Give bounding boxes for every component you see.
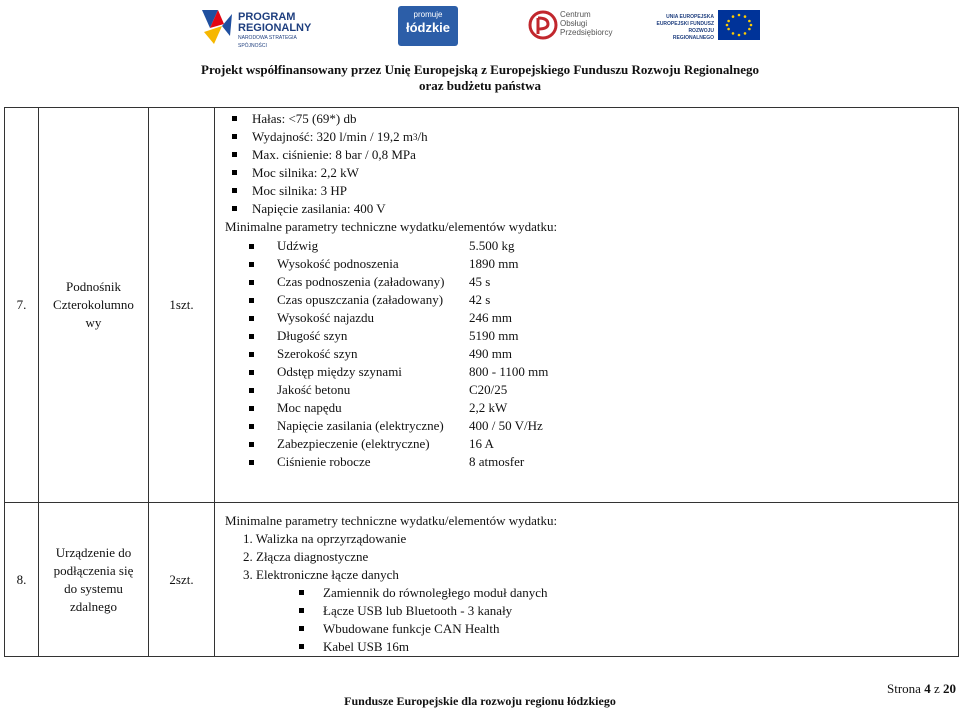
list-item: Zamiennik do równoległego moduł danych: [323, 584, 958, 602]
ue-logo: [648, 6, 760, 46]
item-description: [215, 503, 959, 657]
project-header: [0, 62, 960, 94]
program-regionalny-logo: [200, 6, 320, 49]
item-name-line: do systemu: [64, 580, 123, 596]
list-item: Łącze USB lub Bluetooth - 3 kanały: [323, 602, 958, 620]
row-number: 8.: [5, 503, 39, 657]
row-number: 7.: [5, 108, 39, 503]
bullet-icon: [249, 352, 254, 357]
bullet-icon: [249, 334, 254, 339]
item-name-line: zdalnego: [70, 598, 117, 614]
bullet-icon: [249, 424, 254, 429]
table-row: [5, 108, 959, 503]
bullet-icon: [249, 316, 254, 321]
lodzkie-line1: promuje: [413, 10, 443, 19]
ue-line3: ROZWOJU REGIONALNEGO: [672, 28, 714, 41]
sub-feature-list: [323, 584, 958, 656]
item-name-line: wy: [85, 315, 102, 330]
bullet-icon: [232, 188, 237, 193]
program-line2: REGIONALNY: [238, 22, 312, 34]
param-item: Wysokość podnoszenia 1890 mm: [277, 255, 958, 273]
param-item: Zabezpieczenie (elektryczne) 16 A: [277, 435, 958, 453]
ue-line2: EUROPEJSKI FUNDUSZ: [656, 21, 714, 27]
logo-bar: [0, 0, 960, 58]
bullet-icon: [299, 626, 304, 631]
param-item: Odstęp między szynami 800 - 1100 mm: [277, 363, 958, 381]
bullet-icon: [249, 298, 254, 303]
list-item: Wbudowane funkcje CAN Health: [323, 620, 958, 638]
list-item: Wydajność: 320 l/min / 19,2 $m^3/h$: [252, 128, 958, 146]
bullet-icon: [232, 116, 237, 121]
section-title: Minimalne parametry techniczne wydatku/elementów wydatku:: [225, 219, 558, 234]
numbered-item: 3. Elektroniczne łącze danych: [243, 567, 399, 582]
param-item: Czas opuszczania (załadowany) 42 s: [277, 291, 958, 309]
ue-line1: UNIA EUROPEJSKA: [666, 14, 714, 20]
centrum-line3: Przedsiębiorcy: [560, 28, 613, 37]
item-name-line: Czterokolumno: [53, 297, 134, 312]
feature-list: [252, 110, 958, 218]
param-list: [277, 237, 958, 471]
param-item: Udźwig 5.500 kg: [277, 237, 958, 255]
list-item: Hałas: <75 (69*) db: [252, 110, 958, 128]
program-line1: PROGRAM: [238, 11, 296, 23]
section-title: Minimalne parametry techniczne wydatku/elementów wydatku:: [225, 513, 558, 528]
param-item: Jakość betonu C20/25: [277, 381, 958, 399]
spec-table: [4, 107, 959, 657]
numbered-item: 1. Walizka na oprzyrządowanie: [243, 531, 407, 546]
bullet-icon: [299, 608, 304, 613]
lodzkie-logo: [398, 6, 460, 46]
item-name: [39, 108, 149, 503]
program-regionalny-emblem-icon: [200, 6, 234, 46]
table-row: [5, 503, 959, 657]
param-item: Ciśnienie robocze 8 atmosfer: [277, 453, 958, 471]
bullet-icon: [232, 206, 237, 211]
param-item: Czas podnoszenia (załadowany) 45 s: [277, 273, 958, 291]
bullet-icon: [232, 152, 237, 157]
param-item: Moc napędu 2,2 kW: [277, 399, 958, 417]
bullet-icon: [299, 644, 304, 649]
bullet-icon: [299, 590, 304, 595]
param-item: Szerokość szyn 490 mm: [277, 345, 958, 363]
param-item: Długość szyn 5190 mm: [277, 327, 958, 345]
item-name-line: Podnośnik: [66, 279, 121, 294]
bullet-icon: [249, 460, 254, 465]
numbered-item: 2. Złącza diagnostyczne: [243, 549, 369, 564]
bullet-icon: [249, 388, 254, 393]
superscript: 3: [412, 132, 418, 142]
centrum-obslugi-logo: [528, 6, 613, 46]
bullet-icon: [249, 244, 254, 249]
page-number: Strona 4 z 20: [887, 681, 956, 696]
page-footer: Fundusze Europejskie dla rozwoju regionu łódzkiego: [344, 694, 616, 708]
bullet-icon: [249, 280, 254, 285]
item-quantity: 2szt.: [149, 503, 215, 657]
cop-emblem-icon: [528, 8, 558, 42]
program-line3: NARODOWA STRATEGIA SPÓJNOŚCI: [238, 35, 297, 49]
item-description: [215, 108, 959, 503]
list-item: Napięcie zasilania: 400 V: [252, 200, 958, 218]
bullet-icon: [232, 134, 237, 139]
item-name-line: Urządzenie do: [55, 544, 132, 560]
list-item: Moc silnika: 3 HP: [252, 182, 958, 200]
bullet-icon: [249, 406, 254, 411]
list-item: Kabel USB 16m: [323, 638, 958, 656]
item-quantity: 1szt.: [149, 108, 215, 503]
bullet-icon: [249, 370, 254, 375]
list-item: Max. ciśnienie: 8 bar / 0,8 MPa: [252, 146, 958, 164]
centrum-line2: Obsługi: [560, 19, 588, 28]
bullet-icon: [249, 262, 254, 267]
bullet-icon: [232, 170, 237, 175]
param-item: Napięcie zasilania (elektryczne) 400 / 50 V/Hz: [277, 417, 958, 435]
eu-flag-icon: [718, 10, 760, 40]
header-line1: Projekt współfinansowany przez Unię Europejską z Europejskiego Funduszu Rozwoju Regionalnego: [201, 62, 759, 77]
item-name: [39, 503, 149, 657]
centrum-line1: Centrum: [560, 10, 591, 19]
header-line2: oraz budżetu państwa: [418, 78, 542, 93]
param-item: Wysokość najazdu 246 mm: [277, 309, 958, 327]
lodzkie-line2: łódzkie: [405, 20, 451, 35]
bullet-icon: [249, 442, 254, 447]
list-item: Moc silnika: 2,2 kW: [252, 164, 958, 182]
item-name-line: podłączenia się: [53, 562, 134, 578]
